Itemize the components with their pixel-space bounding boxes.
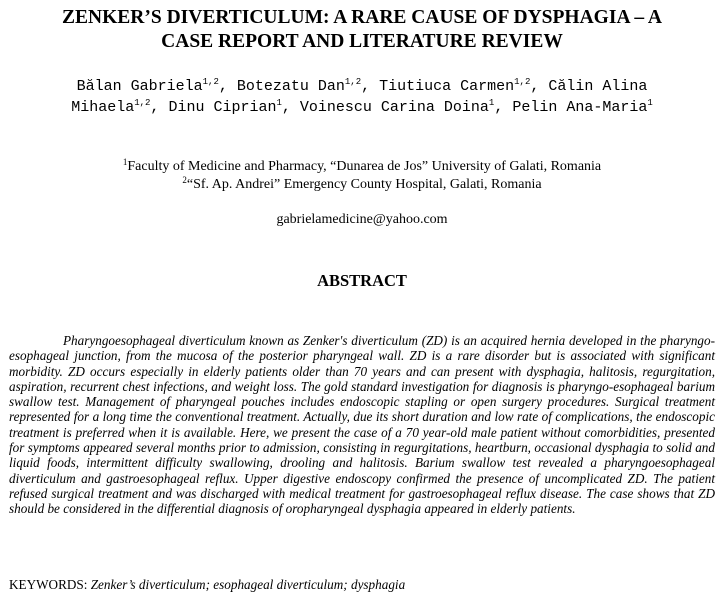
contact-email: gabrielamedicine@yahoo.com — [276, 212, 448, 227]
keywords-label: KEYWORDS: — [9, 577, 88, 592]
abstract-body: Pharyngoesophageal diverticulum known as Zenker's diverticulum (ZD) is an acquired hernia developed in the pharyngo-esophageal junction, from the mucosa of the posterior pharyngeal wall. ZD is a rare disorder but is associated with significant morbidity. ZD occurs especially in elderly patients older than 70 years and can present with dysphagia, halitosis, regurgitation, aspiration, recurrent chest infections, and weight loss. The gold standard investigation for diagnosis is pharyngo-esophageal barium swallow test. Management of pharyngeal pouches includes endoscopic stapling or open surgery procedures. Surgical treatment represented for a long time the conventional treatment. Actually, due its short duration and low rate of complications, the endoscopic treatment is preferred when it is available. Here, we present the case of a 70 year-old male patient without comorbidities, presented for symptoms appeared several months prior to admission, consisting in regurgitations, heartburn, occasional dysphagia to solid and liquid foods, intermittent difficulty swallowing, drooling and halitosis. Barium swallow test revealed a pharyngoesophageal diverticulum and gastroesophageal reflux. Upper digestive endoscopy confirmed the presence of uncomplicated ZD. The patient refused surgical treatment and was discharged with medical treatment for gastroesophageal reflux disease. The case shows that ZD should be considered in the differential diagnosis of oropharyngeal dysphagia appeared in elderly patients. — [9, 333, 715, 517]
keywords-text: Zenker’s diverticulum; esophageal diverticulum; dysphagia — [90, 577, 406, 592]
author: Tiutiuca Carmen$^{1,2}$, — [379, 77, 549, 95]
affiliation-mark: 1 — [122, 157, 128, 167]
affiliation-mark: 2 — [182, 175, 187, 185]
affiliation-text: “Sf. Ap. Andrei” Emergency County Hospital, Galati, Romania — [186, 177, 542, 192]
title-line-1: ZENKER’S DIVERTICULUM: A RARE CAUSE OF DYSPHAGIA – A — [62, 7, 662, 28]
author: Pelin Ana-Maria$^1$ — [512, 98, 653, 116]
author-list — [40, 76, 684, 118]
author: Călin Alina Mihaela$^{1,2}$, — [71, 78, 648, 116]
title-line-2: CASE REPORT AND LITERATURE REVIEW — [161, 31, 563, 52]
affiliation-2 — [0, 176, 724, 194]
author: Voinescu Carina Doina$^1$, — [299, 98, 513, 116]
affiliation-text: Faculty of Medicine and Pharmacy, “Dunarea de Jos” University of Galati, Romania — [127, 159, 602, 174]
author: Botezatu Dan$^{1,2}$, — [236, 77, 380, 95]
affiliation-1 — [0, 158, 724, 176]
author: Bălan Gabriela$^{1,2}$, — [76, 77, 237, 95]
keywords — [9, 577, 715, 593]
author: Dinu Ciprian$^1$, — [168, 98, 300, 116]
paper-title — [0, 6, 724, 54]
abstract-heading: ABSTRACT — [317, 271, 407, 290]
